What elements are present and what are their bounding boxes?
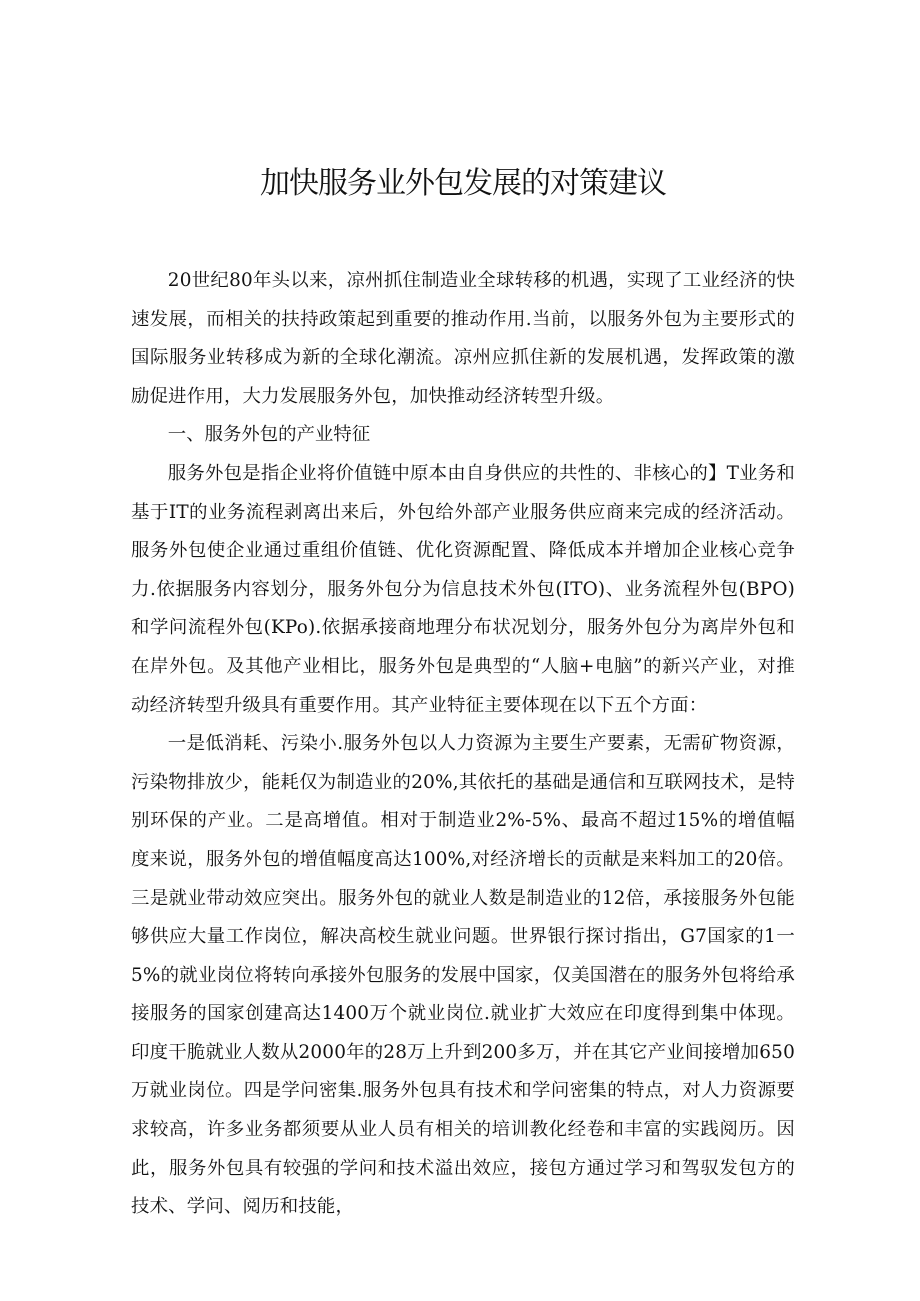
document-body: [131, 262, 795, 1227]
definition-paragraph: 服务外包是指企业将价值链中原本由自身供应的共性的、非核心的】T业务和基于IT的业务流程剥离出来后，外包给外部产业服务供应商来完成的经济活动。服务外包使企业通过重组价值链、优化资源配置、降低成本并增加企业核心竞争力.依据服务内容划分，服务外包分为信息技术外包(ITO)、业务流程外包(BPO)和学问流程外包(KPo).依据承接商地理分布状况划分，服务外包分为离岸外包和在岸外包。及其他产业相比，服务外包是典型的“人脑+电脑”的新兴产业，对推动经济转型升级具有重要作用。其产业特征主要体现在以下五个方面：: [131, 462, 795, 716]
intro-paragraph: 20世纪80年头以来，凉州抓住制造业全球转移的机遇，实现了工业经济的快速发展，而相关的扶持政策起到重要的推动作用.当前，以服务外包为主要形式的国际服务业转移成为新的全球化潮流。凉州应抓住新的发展机遇，发挥政策的激励促进作用，大力发展服务外包，加快推动经济转型升级。: [131, 270, 795, 407]
features-paragraph: 一是低消耗、污染小.服务外包以人力资源为主要生产要素，无需矿物资源，污染物排放少，能耗仅为制造业的20%,其依托的基础是通信和互联网技术，是特别环保的产业。二是高增值。相对于制造业2%-5%、最高不超过15%的增值幅度来说，服务外包的增值幅度高达100%,对经济增长的贡献是来料加工的20倍。三是就业带动效应突出。服务外包的就业人数是制造业的12倍，承接服务外包能够供应大量工作岗位，解决高校生就业问题。世界银行探讨指出，G7国家的1一5%的就业岗位将转向承接外包服务的发展中国家，仅美国潜在的服务外包将给承接服务的国家创建高达1400万个就业岗位.就业扩大效应在印度得到集中体现。印度干脆就业人数从2000年的28万上升到200多万，并在其它产业间接增加650万就业岗位。四是学问密集.服务外包具有技术和学问密集的特点，对人力资源要求较高，许多业务都须要从业人员有相关的培训教化经卷和丰富的实践阅历。因此，服务外包具有较强的学问和技术溢出效应，接包方通过学习和驾驭发包方的技术、学问、阅历和技能，: [131, 733, 795, 1218]
document-title: 加快服务业外包发展的对策建议: [260, 166, 666, 201]
section-heading: 一、服务外包的产业特征: [167, 424, 371, 446]
